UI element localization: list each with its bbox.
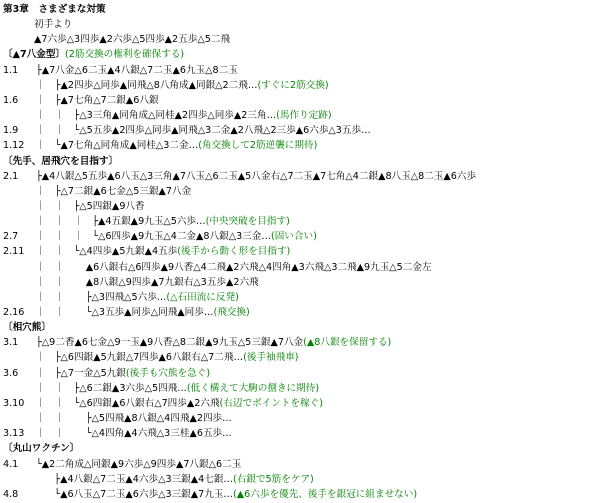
- move-comment: (中央突破を目指す): [205, 216, 290, 228]
- tree-branch: ｜ ｜: [36, 291, 86, 303]
- move-text: ▲6八玉△7二玉▲6六歩△3三銀▲7九玉…: [60, 488, 234, 500]
- move-text: ▲7七角△7二銀▲6八銀: [60, 94, 159, 106]
- move-text: ▲7六歩△3四歩▲2六歩△5四歩▲2五歩△5二飛: [34, 34, 231, 46]
- move-text: △6四銀▲6八銀右△7四歩▲2六飛: [79, 397, 220, 409]
- move-number: 1.6: [3, 94, 19, 106]
- tree-branch: ｜ ｜ └: [36, 246, 80, 258]
- tree-branch: ｜ ｜: [36, 261, 86, 273]
- tree-branch: ｜ ｜ ｜ └: [36, 231, 99, 243]
- move-text: ▲4五銀▲9九玉△5六歩…: [98, 216, 206, 228]
- move-comment: (後手から動く形を目指す): [177, 246, 291, 258]
- move-number: 2.7: [3, 231, 19, 243]
- move-text: 〔先手、居飛穴を目指す〕: [3, 155, 119, 167]
- move-text: △5五歩▲2四歩△同歩▲同飛△3二金▲2八飛△2三歩▲6六歩△3五歩…: [79, 125, 371, 137]
- move-number: 1.12: [3, 140, 25, 152]
- move-text: △6四歩▲9九玉△4二金▲8八銀△3三金…: [98, 231, 271, 243]
- move-comment: (右銀で5筋をケア): [233, 473, 314, 485]
- move-comment: (後手袖飛車): [243, 352, 299, 364]
- move-comment: (△石田流に反発): [166, 291, 239, 303]
- move-text: 〔相穴熊〕: [3, 322, 51, 334]
- move-number: 4.1: [3, 458, 19, 470]
- move-text: ▲8八銀△9四歩▲7九銀右△3五歩▲2六飛: [85, 276, 259, 288]
- tree-branch: ｜ ｜ └: [36, 397, 80, 409]
- move-text: ▲2二角成△同銀▲9六歩△9四歩▲7八銀△6二玉: [41, 458, 242, 470]
- tree-branch: ｜ ├: [36, 79, 61, 91]
- move-text: 第3章 さまざまな対策: [3, 4, 106, 15]
- move-number: 2.1: [3, 170, 19, 182]
- move-comment: (すぐに2筋交換): [257, 79, 329, 91]
- move-text: ├△5四飛▲8八銀△4四飛▲2四歩…: [85, 413, 232, 425]
- move-text: ▲2四歩△同歩▲同飛△8八角成▲同銀△2二飛…: [60, 79, 258, 91]
- move-comment: (後手も穴熊を急ぐ): [125, 367, 211, 379]
- line-body: [36, 486, 417, 503]
- move-number: 2.16: [3, 307, 25, 318]
- move-text: 〔▲7八金型〕: [3, 49, 66, 61]
- move-comment: (角交換して2筋逆襲に期待): [198, 140, 318, 152]
- tree-branch: ｜ ｜ ├: [36, 110, 80, 122]
- move-number: 3.13: [3, 428, 25, 440]
- move-comment: (▲8八銀を保留する): [303, 337, 392, 349]
- tree-branch: ｜ ｜ └: [36, 125, 80, 137]
- move-comment: (右辺でポイントを稼ぐ): [219, 397, 323, 409]
- tree-branch: └: [36, 488, 61, 500]
- move-text: ▲7八金△6二玉▲4八銀△7二玉▲6九玉△8二玉: [41, 64, 238, 76]
- move-text: △7一金△5九銀: [60, 367, 126, 379]
- move-comment: (固い合い): [270, 231, 317, 243]
- move-text: △4四歩▲5九銀▲4五歩: [79, 246, 178, 258]
- tree-branch: ｜ ｜ ├: [36, 200, 80, 212]
- move-text: △6二銀▲3六歩△5四飛…: [79, 382, 187, 394]
- move-text: ▲7七角△同角成▲同桂△3二金…: [60, 140, 199, 152]
- move-comment: (2筋交換の権利を確保する): [65, 49, 185, 61]
- move-text: └△4四角▲4六飛△3三桂▲6五歩…: [85, 428, 232, 440]
- move-text: ├△3四飛△5六歩…: [85, 291, 167, 303]
- tree-branch: ├: [36, 337, 42, 349]
- tree-branch: ｜ ｜: [36, 307, 86, 318]
- move-text: ▲4八銀△5五歩▲6八玉△3三角▲7八玉△6二玉▲5八金右△7二玉▲7七角△4二銀▲8八玉△8二玉▲6六歩: [41, 170, 477, 182]
- tree-branch: ｜ ｜: [36, 276, 86, 288]
- move-number: 3.1: [3, 337, 19, 349]
- tree-branch: ｜ ｜ ├: [36, 382, 80, 394]
- tree-branch: ├: [36, 170, 42, 182]
- line-body: [36, 304, 250, 321]
- move-text: └△3五歩▲同歩△同飛▲同歩…: [85, 307, 214, 318]
- move-number: 2.11: [3, 246, 25, 258]
- move-comment: (低く構えて大駒の捌きに期待): [186, 382, 320, 394]
- tree-branch: └: [36, 458, 42, 470]
- move-number: 3.6: [3, 367, 19, 379]
- tree-branch: ｜ └: [36, 140, 61, 152]
- tree-branch: ｜ ├: [36, 185, 61, 197]
- move-text: 〔丸山ワクチン〕: [3, 443, 80, 455]
- move-text: △6四銀▲5九銀△7四歩▲6八銀右△7二飛…: [60, 352, 244, 364]
- move-comment: (飛交換): [213, 307, 250, 318]
- move-text: △7二銀▲6七金△5三銀▲7八金: [60, 185, 192, 197]
- move-number: 3.10: [3, 397, 25, 409]
- tree-branch: ｜ ｜: [36, 428, 86, 440]
- tree-branch: ├: [36, 64, 42, 76]
- move-text: 初手より: [34, 19, 73, 31]
- tree-branch: ｜ ｜: [36, 413, 86, 425]
- move-text: △5四銀▲9八香: [79, 200, 145, 212]
- move-number: 4.8: [3, 488, 19, 500]
- tree-branch: ｜ ├: [36, 94, 61, 106]
- tree-branch: ｜ ├: [36, 367, 61, 379]
- tree-branch: ｜ ├: [36, 352, 61, 364]
- move-text: ▲6八銀右△6四歩▲9八香△4二飛▲2六飛△4四角▲3六飛△3二飛▲9九玉△5二金左: [85, 261, 432, 273]
- move-comment: (馬作り定跡): [276, 110, 332, 122]
- tree-branch: ｜ ｜ ｜ ├: [36, 216, 99, 228]
- move-text: ▲4八銀△7二玉▲4六歩△3三銀▲4七銀…: [60, 473, 234, 485]
- move-number: 1.9: [3, 125, 19, 137]
- move-text: △3三角▲同角成△同桂▲2四歩△同歩▲2三角…: [79, 110, 277, 122]
- move-text: △9二香▲6七金△9一玉▲9八香△8二銀▲9九玉△5三銀▲7八金: [41, 337, 304, 349]
- tree-branch: ├: [36, 473, 61, 485]
- move-comment: (▲6六歩を優先、後手を銀冠に組ませない): [233, 488, 418, 500]
- move-number: 1.1: [3, 64, 19, 76]
